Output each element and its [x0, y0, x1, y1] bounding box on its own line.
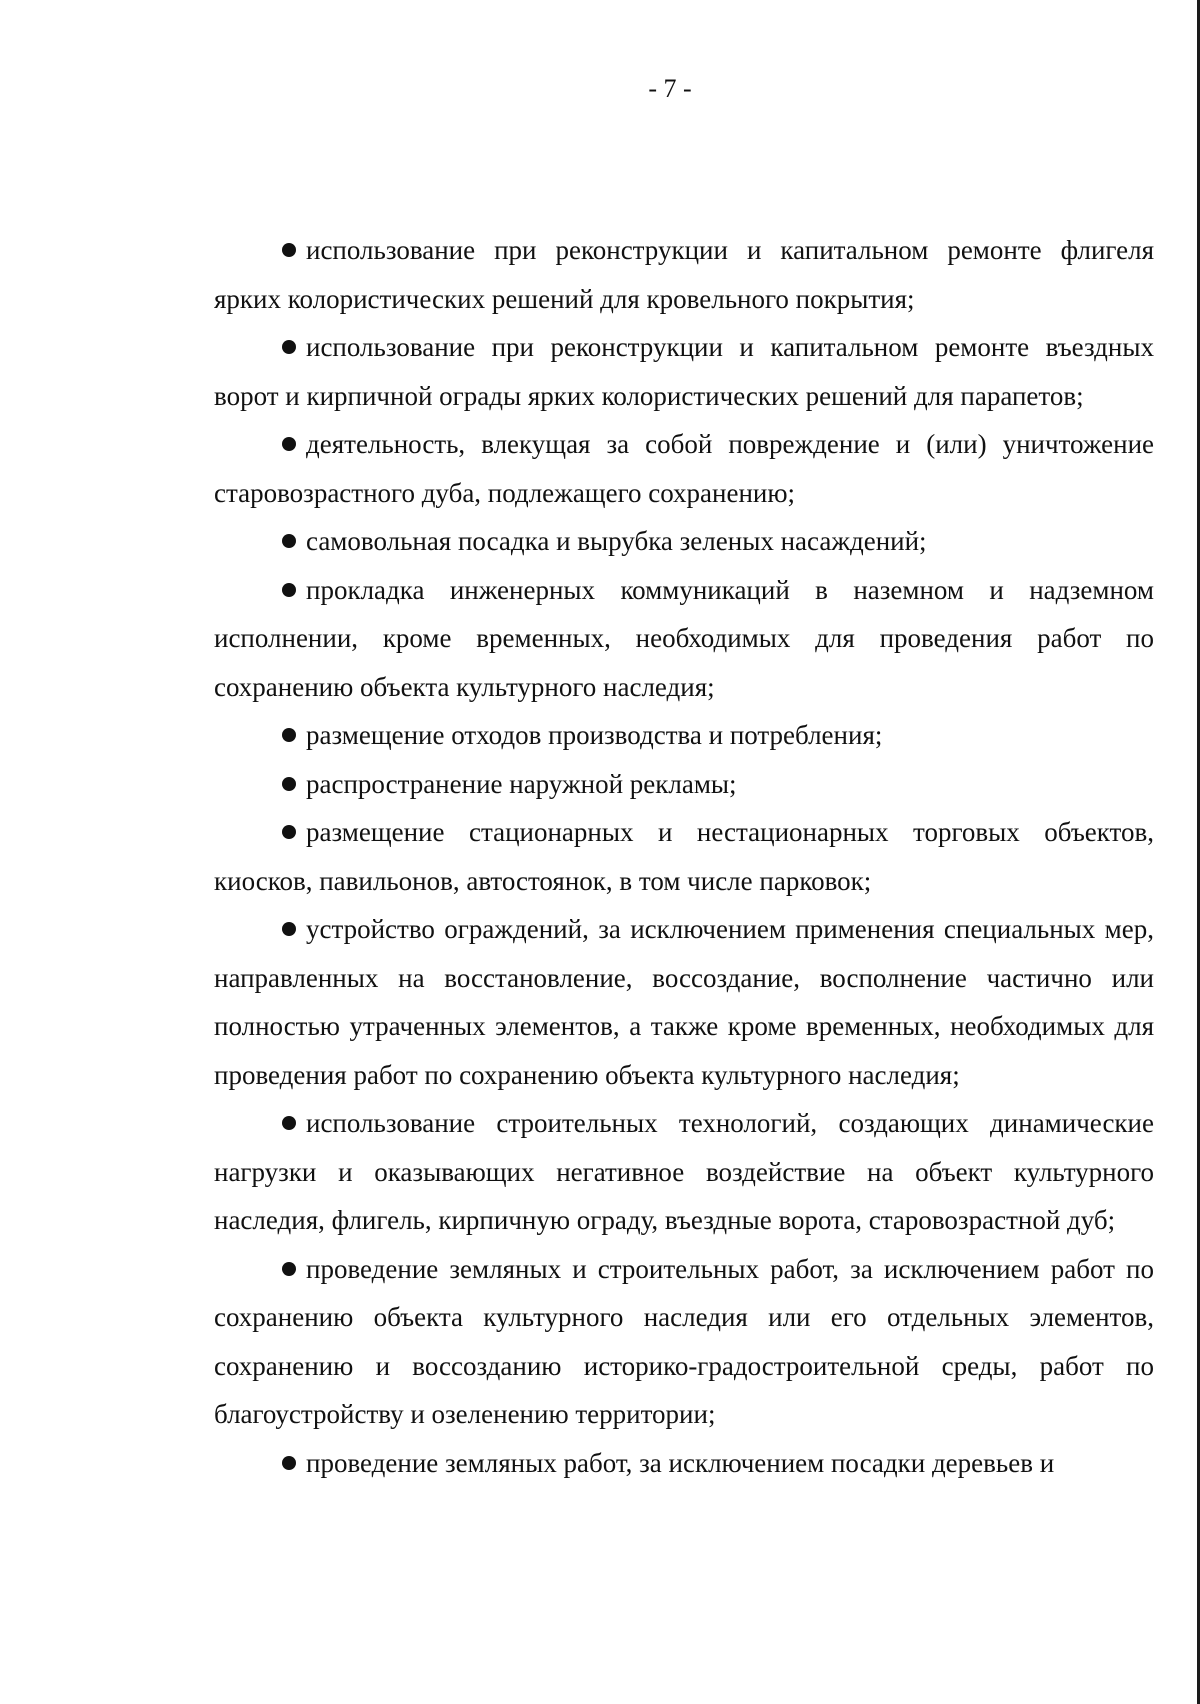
bullet-icon: [282, 340, 296, 354]
bullet-icon: [282, 825, 296, 839]
bullet-icon: [282, 1456, 296, 1470]
list-item-text: деятельность, влекущая за собой повреждение и (или) уничтожение старовозрастного дуба, подлежащего сохранению;: [214, 429, 1154, 508]
bullet-icon: [282, 243, 296, 257]
list-item: [214, 566, 1154, 712]
bullet-icon: [282, 437, 296, 451]
page-number: - 7 -: [648, 74, 692, 103]
list-item: [214, 1439, 1154, 1488]
bullet-icon: [282, 534, 296, 548]
list-item: [214, 226, 1154, 323]
bullet-icon: [282, 922, 296, 936]
bullet-icon: [282, 728, 296, 742]
list-item-text: размещение отходов производства и потребления;: [306, 720, 883, 750]
list-item-text: использование строительных технологий, создающих динамические нагрузки и оказывающих негативное воздействие на объект культурного наследия, флигель, кирпичную ограду, въездные ворота, старовозрастной дуб;: [214, 1108, 1154, 1235]
list-item: [214, 711, 1154, 760]
list-item-text: использование при реконструкции и капитальном ремонте въездных ворот и кирпичной ограды ярких колористических решений для парапетов;: [214, 332, 1154, 411]
list-item: [214, 808, 1154, 905]
list-item: [214, 420, 1154, 517]
list-item-text: проведение земляных работ, за исключением посадки деревьев и: [306, 1447, 1055, 1478]
list-item-text: распространение наружной рекламы;: [306, 768, 737, 799]
list-item-text: прокладка инженерных коммуникаций в наземном и надземном исполнении, кроме временных, необходимых для проведения работ по сохранению объекта культурного наследия;: [214, 574, 1154, 702]
list-item-text: устройство ограждений, за исключением применения специальных мер, направленных на восстановление, воссоздание, восполнение частично или полностью утраченных элементов, а также кроме временных, необходимых для проведения работ по сохранению объекта культурного наследия;: [214, 914, 1154, 1090]
list-item: [214, 517, 1154, 566]
bullet-icon: [282, 1116, 296, 1130]
list-item: [214, 1245, 1154, 1439]
bullet-icon: [282, 777, 296, 791]
list-item: [214, 760, 1154, 809]
list-item: [214, 1099, 1154, 1245]
list-item-text: самовольная посадка и вырубка зеленых насаждений;: [306, 526, 927, 556]
list-item-text: размещение стационарных и нестационарных торговых объектов, киосков, павильонов, автостоянок, в том числе парковок;: [214, 817, 1154, 896]
bullet-icon: [282, 1262, 296, 1276]
list-item-text: использование при реконструкции и капитальном ремонте флигеля ярких колористических решений для кровельного покрытия;: [214, 235, 1154, 314]
list-item: [214, 323, 1154, 420]
restrictions-list: [214, 226, 1154, 1487]
bullet-icon: [282, 583, 296, 597]
list-item-text: проведение земляных и строительных работ, за исключением работ по сохранению объекта культурного наследия или его отдельных элементов, сохранению и воссозданию историко-градостроительной среды, работ по благоустройству и озеленению территории;: [214, 1253, 1154, 1429]
list-item: [214, 905, 1154, 1099]
